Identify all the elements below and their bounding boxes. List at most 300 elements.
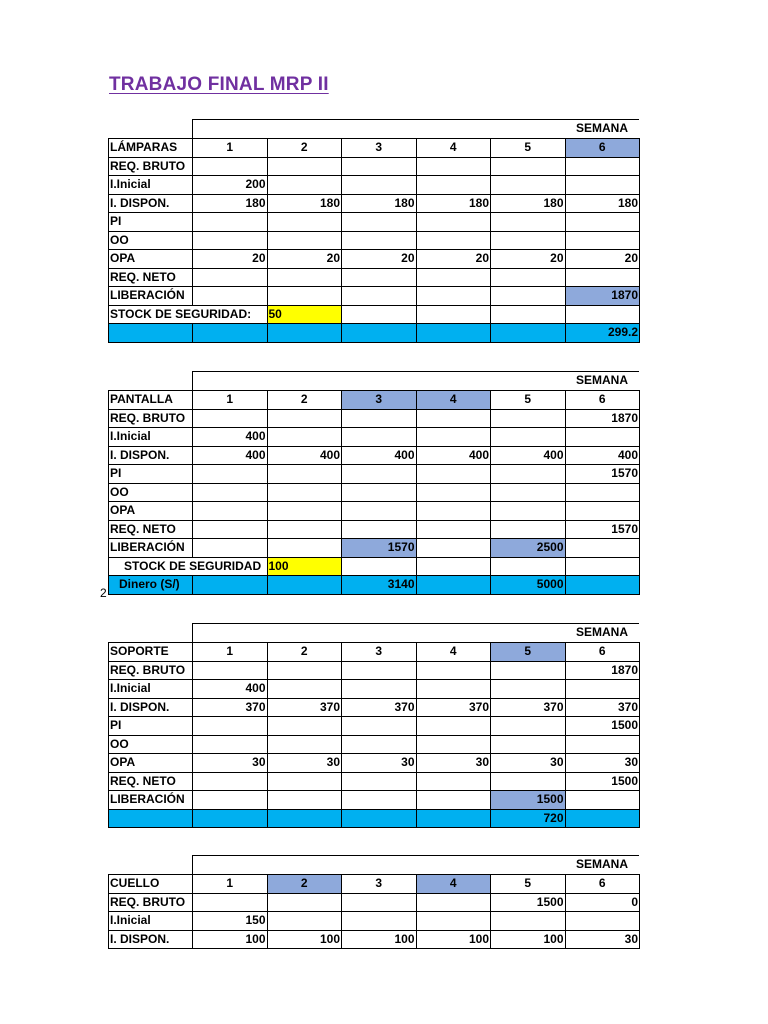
cell-w3 <box>342 428 417 447</box>
cell-w2 <box>267 465 342 484</box>
mrp-grid <box>108 874 640 949</box>
week-4-header: 4 <box>416 139 491 158</box>
cell-w5: 2500 <box>491 539 566 558</box>
cell-w5 <box>491 287 566 306</box>
cell-w6: 1500 <box>565 772 640 791</box>
cell-w4 <box>416 576 491 595</box>
cell-w5 <box>491 409 566 428</box>
cell-w6 <box>565 576 640 595</box>
week-3-header: 3 <box>342 139 417 158</box>
cell-w1 <box>193 539 268 558</box>
cell-w5 <box>491 157 566 176</box>
cell-w2 <box>267 483 342 502</box>
cell-w2 <box>267 576 342 595</box>
cell-w3 <box>342 409 417 428</box>
cell-w5: 1500 <box>491 791 566 810</box>
row-inicial <box>109 176 640 195</box>
week-6-header: 6 <box>565 643 640 662</box>
row-label: LIBERACIÓN <box>109 791 193 810</box>
cell-w3 <box>342 176 417 195</box>
cell-w4 <box>416 287 491 306</box>
row-req-bruto <box>109 893 640 912</box>
cell-w3: 180 <box>342 194 417 213</box>
cell-w3 <box>342 893 417 912</box>
row-pi <box>109 213 640 232</box>
cell-w1 <box>193 502 268 521</box>
cell-w6: 1570 <box>565 465 640 484</box>
cell-w6: 1500 <box>565 717 640 736</box>
week-6-header: 6 <box>565 875 640 894</box>
cell-w3 <box>342 465 417 484</box>
semana-header-row <box>108 119 639 138</box>
cell-w4 <box>416 557 491 576</box>
cell-w2 <box>267 428 342 447</box>
week-header-row <box>109 643 640 662</box>
cell-w5 <box>491 502 566 521</box>
cell-w4: 20 <box>416 250 491 269</box>
cell-w5 <box>491 912 566 931</box>
cell-w3 <box>342 268 417 287</box>
row-label: I. DISPON. <box>109 194 193 213</box>
cell-w4 <box>416 502 491 521</box>
row-label: OPA <box>109 250 193 269</box>
cell-w2 <box>267 717 342 736</box>
row-label: OO <box>109 735 193 754</box>
cell-w2 <box>267 231 342 250</box>
cell-w4 <box>416 409 491 428</box>
row-label: I.Inicial <box>109 428 193 447</box>
cell-w4: 180 <box>416 194 491 213</box>
semana-header-row <box>108 623 639 642</box>
table-pantalla <box>108 371 639 595</box>
semana-label: SEMANA <box>192 623 639 642</box>
cell-w6 <box>565 305 640 324</box>
row-label: REQ. NETO <box>109 772 193 791</box>
cell-w2 <box>267 539 342 558</box>
cell-w4 <box>416 912 491 931</box>
item-name: PANTALLA <box>109 391 193 410</box>
cell-w6 <box>565 557 640 576</box>
semana-label: SEMANA <box>192 855 639 874</box>
cell-w3 <box>342 502 417 521</box>
row-liberacion <box>109 539 640 558</box>
cell-w3: 370 <box>342 698 417 717</box>
side-number: 2 <box>100 586 107 600</box>
cell-w1 <box>193 735 268 754</box>
row-label: OO <box>109 483 193 502</box>
cell-w2 <box>267 176 342 195</box>
cell-w1 <box>193 576 268 595</box>
row-label: I.Inicial <box>109 680 193 699</box>
cell-w3 <box>342 557 417 576</box>
cell-w6 <box>565 428 640 447</box>
week-2-header: 2 <box>267 139 342 158</box>
cell-w1 <box>193 772 268 791</box>
row-label: REQ. NETO <box>109 520 193 539</box>
cell-w3 <box>342 483 417 502</box>
cell-w6: 299.2 <box>565 324 640 343</box>
week-6-header: 6 <box>565 391 640 410</box>
cell-w6: 1870 <box>565 661 640 680</box>
cell-w2 <box>267 157 342 176</box>
cell-w6: 20 <box>565 250 640 269</box>
cell-w5 <box>491 176 566 195</box>
week-3-header: 3 <box>342 391 417 410</box>
cell-w5 <box>491 680 566 699</box>
week-5-header: 5 <box>491 643 566 662</box>
row-total <box>109 809 640 828</box>
cell-w1 <box>193 893 268 912</box>
cell-w1 <box>193 809 268 828</box>
cell-w1: 100 <box>193 930 268 949</box>
row-label: I.Inicial <box>109 912 193 931</box>
cell-w4 <box>416 428 491 447</box>
row-label: PI <box>109 213 193 232</box>
cell-w3 <box>342 324 417 343</box>
row-oo <box>109 483 640 502</box>
cell-w1: 370 <box>193 698 268 717</box>
cell-w5: 5000 <box>491 576 566 595</box>
row-opa <box>109 754 640 773</box>
row-dinero <box>109 576 640 595</box>
cell-w2 <box>267 735 342 754</box>
cell-w1 <box>193 157 268 176</box>
row-label: REQ. BRUTO <box>109 157 193 176</box>
cell-w5: 20 <box>491 250 566 269</box>
cell-w5 <box>491 428 566 447</box>
stock-label: STOCK DE SEGURIDAD <box>109 557 268 576</box>
row-req-neto <box>109 268 640 287</box>
week-3-header: 3 <box>342 875 417 894</box>
cell-w2 <box>267 324 342 343</box>
row-req-bruto <box>109 409 640 428</box>
cell-w1 <box>193 465 268 484</box>
row-label: I. DISPON. <box>109 698 193 717</box>
cell-w1: 400 <box>193 680 268 699</box>
cell-w2 <box>267 680 342 699</box>
row-label <box>109 809 193 828</box>
cell-w1: 200 <box>193 176 268 195</box>
dinero-label: Dinero (S/) <box>109 576 193 595</box>
cell-w6: 180 <box>565 194 640 213</box>
cell-w3: 1570 <box>342 539 417 558</box>
cell-w1: 30 <box>193 754 268 773</box>
week-header-row <box>109 875 640 894</box>
row-inicial <box>109 912 640 931</box>
cell-w1 <box>193 520 268 539</box>
row-req-neto <box>109 772 640 791</box>
cell-w2: 370 <box>267 698 342 717</box>
table-soporte <box>108 623 639 828</box>
cell-w1 <box>193 661 268 680</box>
mrp-grid <box>108 642 640 828</box>
cell-w6 <box>565 213 640 232</box>
cell-w3 <box>342 680 417 699</box>
cell-w1: 400 <box>193 428 268 447</box>
cell-w6: 1870 <box>565 409 640 428</box>
cell-w4: 370 <box>416 698 491 717</box>
stock-value: 100 <box>267 557 342 576</box>
cell-w3 <box>342 809 417 828</box>
row-oo <box>109 231 640 250</box>
item-name: LÁMPARAS <box>109 139 193 158</box>
cell-w4 <box>416 268 491 287</box>
cell-w4 <box>416 791 491 810</box>
row-label: I. DISPON. <box>109 446 193 465</box>
cell-w3 <box>342 791 417 810</box>
cell-w3 <box>342 213 417 232</box>
cell-w2: 20 <box>267 250 342 269</box>
row-inicial <box>109 428 640 447</box>
cell-w1 <box>193 409 268 428</box>
row-dispon <box>109 698 640 717</box>
row-label: OPA <box>109 754 193 773</box>
week-5-header: 5 <box>491 875 566 894</box>
row-pi <box>109 717 640 736</box>
week-5-header: 5 <box>491 391 566 410</box>
week-2-header: 2 <box>267 391 342 410</box>
cell-w2 <box>267 520 342 539</box>
row-opa <box>109 502 640 521</box>
cell-w3: 20 <box>342 250 417 269</box>
row-oo <box>109 735 640 754</box>
cell-w3 <box>342 772 417 791</box>
stock-value: 50 <box>267 305 342 324</box>
item-name: SOPORTE <box>109 643 193 662</box>
cell-w1 <box>193 231 268 250</box>
cell-w1 <box>193 287 268 306</box>
cell-w2: 400 <box>267 446 342 465</box>
row-label: PI <box>109 465 193 484</box>
cell-w5 <box>491 231 566 250</box>
cell-w6: 370 <box>565 698 640 717</box>
week-1-header: 1 <box>193 643 268 662</box>
cell-w5 <box>491 483 566 502</box>
cell-w1: 150 <box>193 912 268 931</box>
cell-w5 <box>491 465 566 484</box>
cell-w1 <box>193 213 268 232</box>
cell-w6: 30 <box>565 930 640 949</box>
table-lamparas <box>108 119 639 343</box>
cell-w1 <box>193 717 268 736</box>
cell-w4 <box>416 717 491 736</box>
cell-w6 <box>565 483 640 502</box>
cell-w6 <box>565 502 640 521</box>
cell-w5: 370 <box>491 698 566 717</box>
cell-w3: 100 <box>342 930 417 949</box>
item-name: CUELLO <box>109 875 193 894</box>
cell-w2: 180 <box>267 194 342 213</box>
cell-w4 <box>416 324 491 343</box>
cell-w5 <box>491 268 566 287</box>
cell-w5 <box>491 324 566 343</box>
cell-w4 <box>416 809 491 828</box>
semana-header-row <box>108 371 639 390</box>
semana-label: SEMANA <box>192 371 639 390</box>
cell-w3 <box>342 231 417 250</box>
cell-w5 <box>491 735 566 754</box>
cell-w6 <box>565 680 640 699</box>
row-stock-seguridad <box>109 305 640 324</box>
cell-w6 <box>565 735 640 754</box>
row-label <box>109 324 193 343</box>
cell-w6 <box>565 176 640 195</box>
cell-w5: 180 <box>491 194 566 213</box>
cell-w2 <box>267 912 342 931</box>
cell-w5: 100 <box>491 930 566 949</box>
row-dispon <box>109 446 640 465</box>
cell-w4 <box>416 231 491 250</box>
cell-w2 <box>267 502 342 521</box>
cell-w5 <box>491 717 566 736</box>
cell-w6: 1570 <box>565 520 640 539</box>
semana-header-row <box>108 855 639 874</box>
row-dispon <box>109 930 640 949</box>
cell-w1 <box>193 483 268 502</box>
row-inicial <box>109 680 640 699</box>
week-header-row <box>109 139 640 158</box>
cell-w5 <box>491 661 566 680</box>
cell-w1 <box>193 791 268 810</box>
cell-w4 <box>416 520 491 539</box>
mrp-grid <box>108 390 640 595</box>
cell-w4: 30 <box>416 754 491 773</box>
cell-w6 <box>565 268 640 287</box>
row-label: REQ. BRUTO <box>109 661 193 680</box>
cell-w5: 400 <box>491 446 566 465</box>
week-5-header: 5 <box>491 139 566 158</box>
cell-w1: 400 <box>193 446 268 465</box>
week-1-header: 1 <box>193 391 268 410</box>
cell-w2 <box>267 268 342 287</box>
cell-w3: 400 <box>342 446 417 465</box>
cell-w6 <box>565 157 640 176</box>
week-1-header: 1 <box>193 139 268 158</box>
cell-w6 <box>565 809 640 828</box>
cell-w1 <box>193 268 268 287</box>
cell-w4: 100 <box>416 930 491 949</box>
stock-label: STOCK DE SEGURIDAD: <box>109 305 268 324</box>
row-pi <box>109 465 640 484</box>
cell-w5 <box>491 213 566 232</box>
row-label: REQ. BRUTO <box>109 409 193 428</box>
cell-w4 <box>416 176 491 195</box>
cell-w5: 30 <box>491 754 566 773</box>
row-label: LIBERACIÓN <box>109 287 193 306</box>
week-4-header: 4 <box>416 875 491 894</box>
cell-w2 <box>267 809 342 828</box>
cell-w2: 100 <box>267 930 342 949</box>
row-label: OPA <box>109 502 193 521</box>
cell-w5 <box>491 305 566 324</box>
cell-w6: 400 <box>565 446 640 465</box>
cell-w1 <box>193 324 268 343</box>
semana-label: SEMANA <box>192 119 639 138</box>
cell-w2 <box>267 791 342 810</box>
cell-w3 <box>342 287 417 306</box>
row-total <box>109 324 640 343</box>
cell-w4 <box>416 893 491 912</box>
cell-w5 <box>491 520 566 539</box>
cell-w4 <box>416 305 491 324</box>
cell-w4 <box>416 465 491 484</box>
row-liberacion <box>109 791 640 810</box>
cell-w3 <box>342 735 417 754</box>
row-label: PI <box>109 717 193 736</box>
week-4-header: 4 <box>416 643 491 662</box>
week-6-header: 6 <box>565 139 640 158</box>
week-header-row <box>109 391 640 410</box>
week-2-header: 2 <box>267 875 342 894</box>
cell-w6: 0 <box>565 893 640 912</box>
cell-w2 <box>267 287 342 306</box>
cell-w6 <box>565 791 640 810</box>
cell-w5: 1500 <box>491 893 566 912</box>
cell-w1: 180 <box>193 194 268 213</box>
cell-w6 <box>565 912 640 931</box>
cell-w4 <box>416 772 491 791</box>
row-stock-seguridad <box>109 557 640 576</box>
week-1-header: 1 <box>193 875 268 894</box>
row-label: LIBERACIÓN <box>109 539 193 558</box>
cell-w5: 720 <box>491 809 566 828</box>
cell-w2 <box>267 772 342 791</box>
cell-w3 <box>342 305 417 324</box>
row-label: I.Inicial <box>109 176 193 195</box>
row-req-bruto <box>109 157 640 176</box>
cell-w6: 1870 <box>565 287 640 306</box>
row-label: REQ. BRUTO <box>109 893 193 912</box>
cell-w6 <box>565 539 640 558</box>
cell-w4 <box>416 680 491 699</box>
cell-w3 <box>342 717 417 736</box>
cell-w4: 400 <box>416 446 491 465</box>
cell-w4 <box>416 483 491 502</box>
row-label: OO <box>109 231 193 250</box>
cell-w3 <box>342 912 417 931</box>
cell-w3: 3140 <box>342 576 417 595</box>
cell-w3 <box>342 157 417 176</box>
cell-w1: 20 <box>193 250 268 269</box>
mrp-grid <box>108 138 640 343</box>
table-cuello <box>108 855 639 949</box>
row-opa <box>109 250 640 269</box>
cell-w6 <box>565 231 640 250</box>
cell-w3 <box>342 661 417 680</box>
row-liberacion <box>109 287 640 306</box>
cell-w2 <box>267 893 342 912</box>
page-title: TRABAJO FINAL MRP II <box>109 74 329 95</box>
cell-w5 <box>491 772 566 791</box>
week-3-header: 3 <box>342 643 417 662</box>
cell-w6: 30 <box>565 754 640 773</box>
row-req-bruto <box>109 661 640 680</box>
cell-w5 <box>491 557 566 576</box>
week-2-header: 2 <box>267 643 342 662</box>
cell-w2 <box>267 409 342 428</box>
cell-w2 <box>267 213 342 232</box>
cell-w4 <box>416 157 491 176</box>
cell-w4 <box>416 213 491 232</box>
row-label: REQ. NETO <box>109 268 193 287</box>
cell-w2: 30 <box>267 754 342 773</box>
cell-w4 <box>416 735 491 754</box>
cell-w4 <box>416 661 491 680</box>
row-label: I. DISPON. <box>109 930 193 949</box>
cell-w2 <box>267 661 342 680</box>
row-req-neto <box>109 520 640 539</box>
row-dispon <box>109 194 640 213</box>
